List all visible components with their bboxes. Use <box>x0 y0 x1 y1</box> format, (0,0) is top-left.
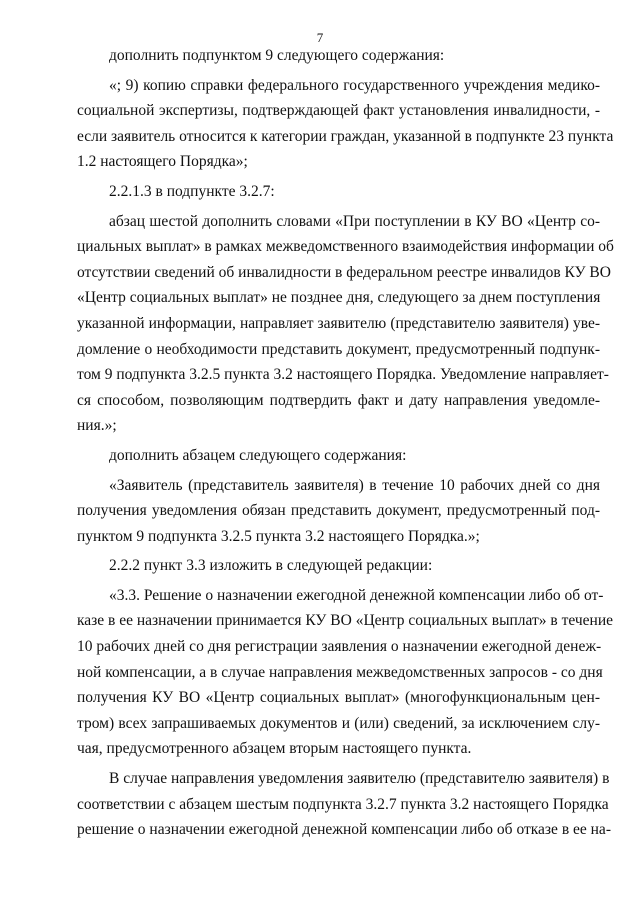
text-line: «; 9) копию справки федерального государственного учреждения медико- <box>109 76 600 94</box>
text-line: домление о необходимости представить документ, предусмотренный подпунк- <box>77 340 600 358</box>
text-line: 10 рабочих дней со дня регистрации заявления о назначении ежегодной денеж- <box>77 638 602 656</box>
text-line: казе в ее назначении принимается КУ ВО «Центр социальных выплат» в течение <box>77 612 614 630</box>
text-line: абзац шестой дополнить словами «При поступлении в КУ ВО «Центр со- <box>109 212 600 230</box>
text-line: «Центр социальных выплат» не позднее дня, следующего за днем поступления <box>77 289 601 307</box>
text-line: В случае направления уведомления заявителю (представителю заявителя) в <box>109 770 610 788</box>
paragraph <box>77 43 600 69</box>
text-line: ния.»; <box>77 417 117 435</box>
text-line: соответствии с абзацем шестым подпункта 3.2.7 пункта 3.2 настоящего Порядка <box>77 795 609 813</box>
page-number: 7 <box>316 30 324 45</box>
document-body <box>77 43 614 843</box>
text-line: получения КУ ВО «Центр социальных выплат» (многофункциональным цен- <box>77 689 600 707</box>
text-line: ной компенсации, а в случае направления межведомственных запросов - со дня <box>77 663 603 681</box>
text-line: «Заявитель (представитель заявителя) в течение 10 рабочих дней со дня <box>109 476 600 494</box>
text-line: социальной экспертизы, подтверждающей факт установления инвалидности, - <box>77 102 600 120</box>
text-line: циальных выплат» в рамках межведомственного взаимодействия информации об <box>77 238 614 256</box>
text-line: чая, предусмотренного абзацем вторым настоящего пункта. <box>77 740 472 758</box>
text-line: если заявитель относится к категории граждан, указанной в подпункте 23 пункта <box>77 127 614 145</box>
paragraph <box>77 766 611 843</box>
paragraph <box>77 179 600 205</box>
paragraph <box>77 473 600 550</box>
paragraph <box>77 443 600 469</box>
paragraph <box>77 209 614 439</box>
text-line: получения уведомления обязан представить документ, предусмотренный под- <box>77 502 600 520</box>
paragraph <box>77 553 600 579</box>
text-line: том 9 подпункта 3.2.5 пункта 3.2 настоящего Порядка. Уведомление направляет- <box>77 366 609 384</box>
text-line: указанной информации, направляет заявителю (представителю заявителя) уве- <box>77 314 600 332</box>
text-line: дополнить подпунктом 9 следующего содержания: <box>109 47 445 64</box>
paragraph <box>77 583 614 762</box>
text-line: дополнить абзацем следующего содержания: <box>109 446 407 464</box>
text-line: 1.2 настоящего Порядка»; <box>77 153 248 171</box>
text-line: тром) всех запрашиваемых документов и (или) сведений, за исключением слу- <box>77 714 600 732</box>
text-line: «3.3. Решение о назначении ежегодной денежной компенсации либо об от- <box>109 586 604 604</box>
text-line: 2.2.2 пункт 3.3 изложить в следующей редакции: <box>109 557 433 575</box>
text-line: решение о назначении ежегодной денежной компенсации либо об отказе в ее на- <box>77 821 611 839</box>
text-line: 2.2.1.3 в подпункте 3.2.7: <box>109 182 275 200</box>
text-line: пунктом 9 подпункта 3.2.5 пункта 3.2 настоящего Порядка.»; <box>77 527 480 545</box>
text-line: отсутствии сведений об инвалидности в федеральном реестре инвалидов КУ ВО <box>77 263 611 281</box>
paragraph <box>77 73 614 175</box>
text-line: ся способом, позволяющим подтвердить факт и дату направления уведомле- <box>77 391 600 409</box>
